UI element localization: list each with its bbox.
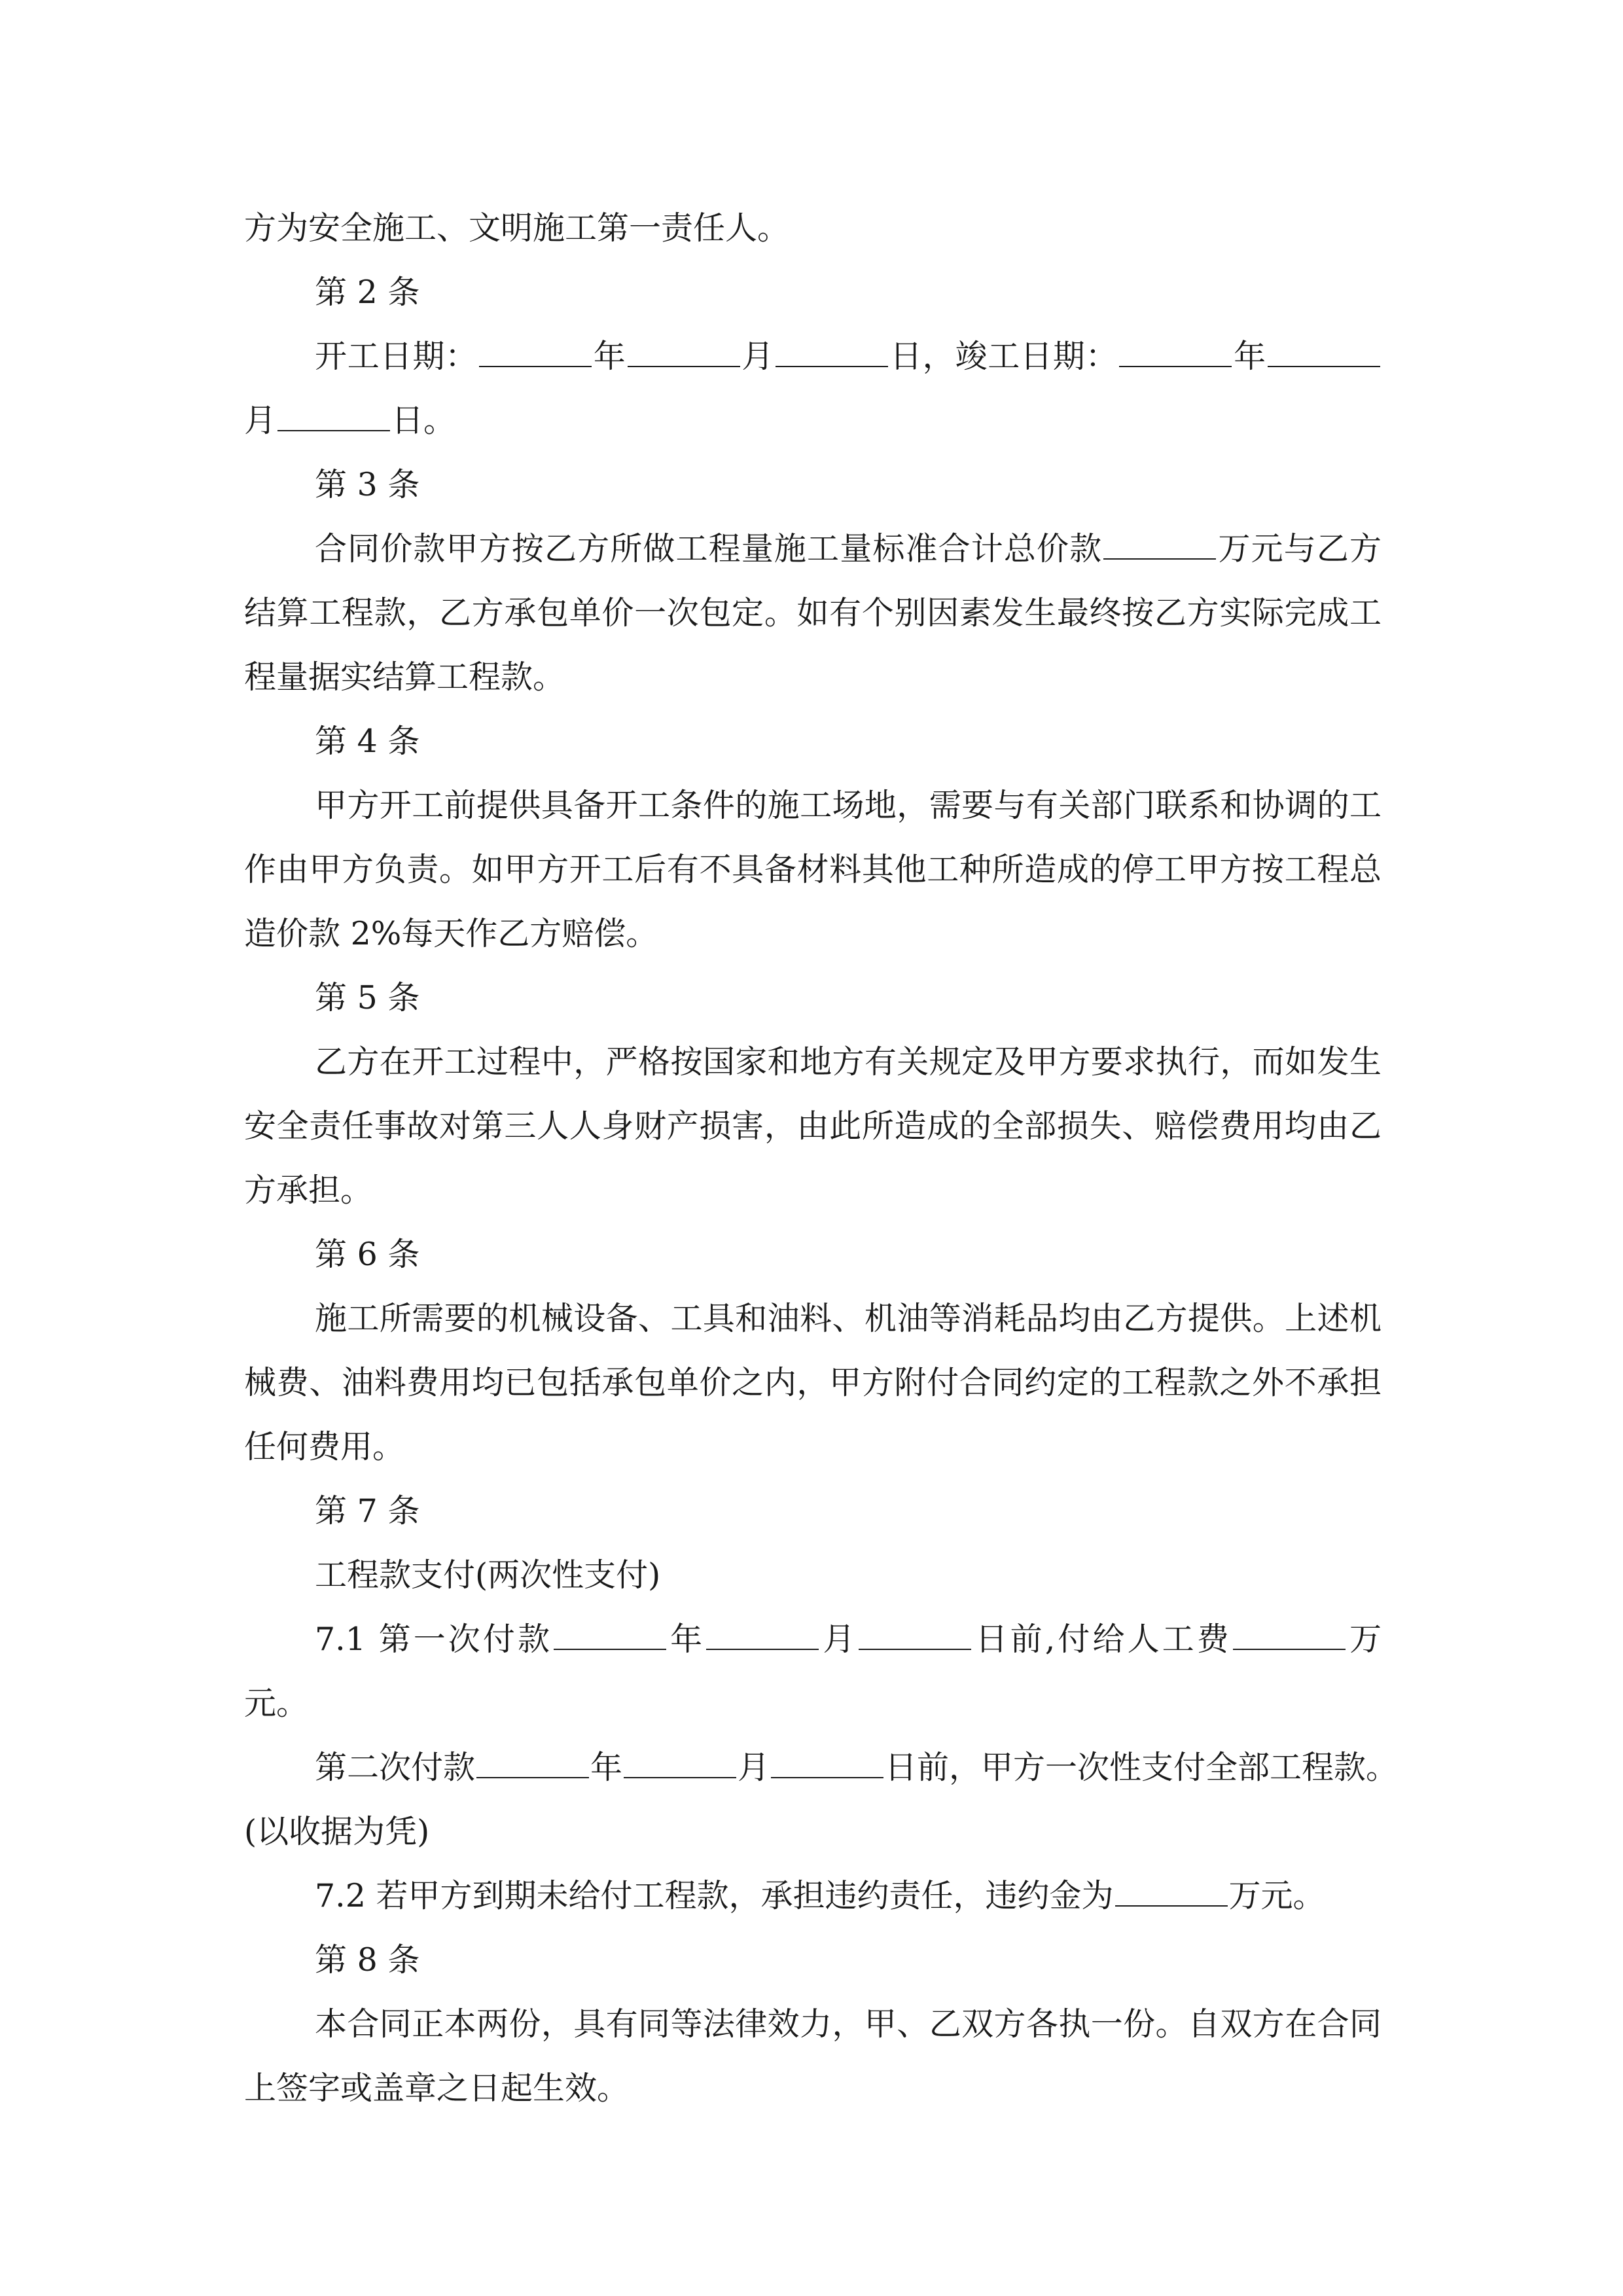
year-label: 年 <box>592 338 626 375</box>
article-7-2 <box>244 1864 1382 1928</box>
labor-fee-blank[interactable] <box>1233 1623 1346 1650</box>
unit-label: 万元。 <box>244 1621 1382 1722</box>
first-payment-label: 7.1 第一次付款 <box>315 1621 553 1658</box>
second-payment-day-blank[interactable] <box>771 1751 883 1778</box>
unit-label: 万元。 <box>1228 1877 1325 1914</box>
first-payment-month-blank[interactable] <box>706 1623 819 1650</box>
first-payment-year-blank[interactable] <box>554 1623 666 1650</box>
end-day-blank[interactable] <box>277 404 390 431</box>
day-label: 日， <box>889 338 955 375</box>
first-payment-mid: 日前,付给人工费 <box>972 1621 1232 1658</box>
month-label: 月 <box>741 338 775 375</box>
article-7-title: 第 7 条 <box>315 1492 420 1530</box>
article-6-title: 第 6 条 <box>315 1236 420 1273</box>
article-5-text: 乙方在开工过程中，严格按国家和地方有关规定及甲方要求执行，而如发生安全责任事故对第三人人身财产损害，由此所造成的全部损失、赔偿费用均由乙方承担。 <box>244 1043 1382 1209</box>
article-7-1 <box>244 1607 1382 1736</box>
article-7-second-payment <box>244 1736 1399 1800</box>
article-3-title: 第 3 条 <box>315 466 420 503</box>
end-date-label: 竣工日期： <box>955 338 1118 375</box>
article-2-dates <box>244 325 1382 453</box>
article-7-subtitle: 工程款支付(两次性支付) <box>315 1556 661 1594</box>
article-2-title: 第 2 条 <box>315 274 420 311</box>
end-year-blank[interactable] <box>1119 340 1232 367</box>
article-6-text: 施工所需要的机械设备、工具和油料、机油等消耗品均由乙方提供。上述机械费、油料费用均已包括承包单价之内，甲方附付合同约定的工程款之外不承担任何费用。 <box>244 1300 1382 1465</box>
article-3-text <box>244 517 1382 709</box>
paragraph-continuation: 方为安全施工、文明施工第一责任人。 <box>244 209 790 247</box>
article-3-part1: 合同价款甲方按乙方所做工程量施工量标准合计总价款 <box>315 530 1103 567</box>
month-label: 月 <box>738 1749 770 1786</box>
start-day-blank[interactable] <box>776 340 888 367</box>
total-price-blank[interactable] <box>1103 532 1216 560</box>
start-date-label: 开工日期： <box>315 338 478 375</box>
end-month-blank[interactable] <box>1268 340 1380 367</box>
article-3-part2: 万元与乙方结算工程款，乙方承包单价一次包定。如有个别因素发生最终按乙方实际完成工程量据实结算工程款。 <box>244 530 1382 696</box>
contract-page <box>244 196 1399 2121</box>
year-label: 年 <box>668 1621 705 1658</box>
article-5-title: 第 5 条 <box>315 979 420 1016</box>
second-payment-label: 第二次付款 <box>315 1749 476 1786</box>
second-payment-month-blank[interactable] <box>624 1751 736 1778</box>
article-8-title: 第 8 条 <box>315 1941 420 1979</box>
article-4-text: 甲方开工前提供具备开工条件的施工场地，需要与有关部门联系和协调的工作由甲方负责。如甲方开工后有不具备材料其他工种所造成的停工甲方按工程总造价款 2%每天作乙方赔偿。 <box>244 787 1382 952</box>
day-label: 日。 <box>391 402 456 439</box>
penalty-amount-blank[interactable] <box>1115 1879 1228 1907</box>
month-label: 月 <box>244 402 277 439</box>
article-7-note: (以收据为凭) <box>244 1813 430 1850</box>
article-4-title: 第 4 条 <box>315 723 420 760</box>
month-label: 月 <box>820 1621 858 1658</box>
first-payment-day-blank[interactable] <box>859 1623 971 1650</box>
penalty-label: 7.2 若甲方到期未给付工程款，承担违约责任，违约金为 <box>315 1877 1114 1914</box>
year-label: 年 <box>590 1749 623 1786</box>
second-payment-year-blank[interactable] <box>476 1751 589 1778</box>
second-payment-tail: 日前，甲方一次性支付全部工程款。 <box>885 1749 1399 1786</box>
start-month-blank[interactable] <box>628 340 740 367</box>
start-year-blank[interactable] <box>479 340 592 367</box>
article-8-text: 本合同正本两份，具有同等法律效力，甲、乙双方各执一份。自双方在合同上签字或盖章之日起生效。 <box>244 2005 1382 2107</box>
year-label: 年 <box>1233 338 1266 375</box>
